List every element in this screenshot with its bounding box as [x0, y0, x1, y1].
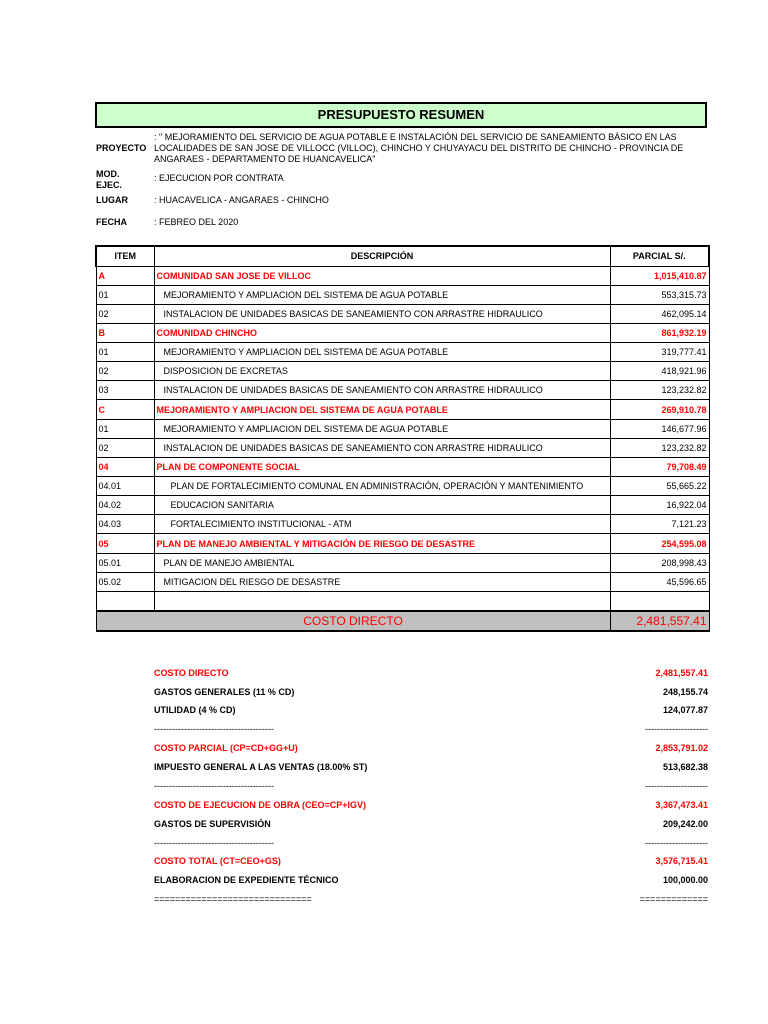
mod-value: : EJECUCION POR CONTRATA [154, 173, 284, 183]
row-item: 01 [96, 419, 154, 438]
separator-left: ---------------------------------------- [154, 781, 274, 791]
row-description: DISPOSICION DE EXCRETAS [154, 362, 610, 381]
row-description: EDUCACION SANITARIA [154, 496, 610, 515]
row-amount: 861,932.19 [610, 323, 709, 342]
summary-label: COSTO PARCIAL (CP=CD+GG+U) [154, 743, 298, 753]
summary-label: COSTO TOTAL (CT=CEO+GS) [154, 856, 281, 866]
row-description: COMUNIDAD CHINCHO [154, 323, 610, 342]
header-parcial: PARCIAL S/. [610, 246, 709, 266]
row-description: PLAN DE FORTALECIMIENTO COMUNAL EN ADMINISTRACIÓN, OPERACIÓN Y MANTENIMIENTO [154, 477, 610, 496]
row-description: MITIGACION DEL RIESGO DE DESASTRE [154, 572, 610, 591]
summary-value: 248,155.74 [662, 687, 708, 697]
row-item: 02 [96, 304, 154, 323]
row-description: COMUNIDAD SAN JOSE DE VILLOC [154, 266, 610, 285]
row-amount: 1,015,410.87 [610, 266, 709, 285]
row-item: 04.03 [96, 515, 154, 534]
summary-value: 3,576,715.41 [655, 856, 708, 866]
row-amount: 319,777.41 [610, 343, 709, 362]
row-description: INSTALACION DE UNIDADES BASICAS DE SANEAMIENTO CON ARRASTRE HIDRAULICO [154, 381, 610, 400]
empty-cell [610, 591, 709, 610]
summary-label: IMPUESTO GENERAL A LAS VENTAS (18.00% ST) [154, 762, 368, 772]
summary-expediente [154, 875, 708, 887]
table-row [96, 419, 709, 438]
separator-right: --------------------- [645, 781, 708, 791]
row-item: 05.01 [96, 553, 154, 572]
row-description: INSTALACION DE UNIDADES BASICAS DE SANEAMIENTO CON ARRASTRE HIDRAULICO [154, 304, 610, 323]
row-item: 01 [96, 343, 154, 362]
total-row [96, 611, 709, 631]
summary-label: UTILIDAD (4 % CD) [154, 705, 236, 715]
summary-value: 2,481,557.41 [655, 668, 708, 678]
summary-gastos-generales [154, 687, 708, 699]
row-amount: 418,921.96 [610, 362, 709, 381]
row-description: PLAN DE COMPONENTE SOCIAL [154, 457, 610, 476]
summary-supervision [154, 819, 708, 831]
table-row [96, 266, 709, 285]
table-row [96, 553, 709, 572]
table-row [96, 534, 709, 553]
row-amount: 254,595.08 [610, 534, 709, 553]
proyecto-value: : " MEJORAMIENTO DEL SERVICIO DE AGUA POTABLE E INSTALACIÓN DEL SERVICIO DE SANEAMIENTO BÁSICO EN LAS LOCALIDADES DE SAN JOSE DE VILLOCC (VILLOC), CHINCHO Y CHUYAYACU DEL DISTRITO DE CHINCHO - PROVINCIA DE ANGARAES - DEPARTAMENTO DE HUANCAVELICA" [154, 132, 684, 164]
mod-label-1: MOD. [96, 169, 120, 179]
row-description: MEJORAMIENTO Y AMPLIACION DEL SISTEMA DE AGUA POTABLE [154, 419, 610, 438]
lugar-label: LUGAR [96, 195, 128, 205]
row-description: INSTALACION DE UNIDADES BASICAS DE SANEAMIENTO CON ARRASTRE HIDRAULICO [154, 438, 610, 457]
total-label: COSTO DIRECTO [96, 611, 610, 631]
row-amount: 7,121.23 [610, 515, 709, 534]
table-row [96, 477, 709, 496]
mod-label-2: EJEC. [96, 180, 123, 190]
row-description: MEJORAMIENTO Y AMPLIACION DEL SISTEMA DE AGUA POTABLE [154, 400, 610, 419]
row-amount: 462,095.14 [610, 304, 709, 323]
row-item: 05 [96, 534, 154, 553]
summary-separator [154, 781, 708, 793]
row-amount: 269,910.78 [610, 400, 709, 419]
summary-value: 100,000.00 [662, 875, 708, 885]
summary-label: COSTO DE EJECUCION DE OBRA (CEO=CP+IGV) [154, 800, 367, 810]
row-item: 04 [96, 457, 154, 476]
total-value: 2,481,557.41 [610, 611, 709, 631]
summary-costo-parcial [154, 743, 708, 755]
table-row [96, 572, 709, 591]
summary-label: COSTO DIRECTO [154, 668, 229, 678]
table-row [96, 400, 709, 419]
header-item: ITEM [96, 246, 154, 266]
row-amount: 16,922.04 [610, 496, 709, 515]
project-info [96, 131, 716, 241]
table-row-empty [96, 591, 709, 610]
row-amount: 123,232.82 [610, 381, 709, 400]
row-item: B [96, 323, 154, 342]
cost-summary [154, 668, 708, 908]
summary-utilidad [154, 705, 708, 717]
header-descripcion: DESCRIPCIÓN [154, 246, 610, 266]
table-row [96, 304, 709, 323]
empty-cell [96, 591, 154, 610]
row-amount: 146,677.96 [610, 419, 709, 438]
proyecto-label: PROYECTO [96, 143, 147, 153]
row-item: 04.02 [96, 496, 154, 515]
fecha-label: FECHA [96, 217, 127, 227]
summary-ceo [154, 800, 708, 812]
separator-left: ---------------------------------------- [154, 724, 274, 734]
summary-label: GASTOS DE SUPERVISIÓN [154, 819, 271, 829]
summary-value: 3,367,473.41 [655, 800, 708, 810]
table-row [96, 457, 709, 476]
row-amount: 79,708.49 [610, 457, 709, 476]
table-row [96, 381, 709, 400]
row-item: 01 [96, 285, 154, 304]
summary-label: GASTOS GENERALES (11 % CD) [154, 687, 295, 697]
separator-right: --------------------- [645, 838, 708, 848]
separator-right: --------------------- [645, 724, 708, 734]
row-item: 04.01 [96, 477, 154, 496]
table-header-row [96, 246, 709, 266]
row-description: MEJORAMIENTO Y AMPLIACION DEL SISTEMA DE AGUA POTABLE [154, 285, 610, 304]
summary-value: 209,242.00 [662, 819, 708, 829]
summary-label: ELABORACION DE EXPEDIENTE TÉCNICO [154, 875, 339, 885]
summary-value: 124,077.87 [662, 705, 708, 715]
summary-costo-directo [154, 668, 708, 680]
row-amount: 55,665.22 [610, 477, 709, 496]
row-description: PLAN DE MANEJO AMBIENTAL Y MITIGACIÓN DE RIESGO DE DESASTRE [154, 534, 610, 553]
fecha-value: : FEBREO DEL 2020 [154, 217, 239, 227]
row-description: MEJORAMIENTO Y AMPLIACION DEL SISTEMA DE AGUA POTABLE [154, 343, 610, 362]
row-item: 02 [96, 438, 154, 457]
double-line-left: ============================== [154, 894, 312, 904]
page-title: PRESUPUESTO RESUMEN [95, 102, 707, 128]
summary-value: 513,682.38 [662, 762, 708, 772]
row-amount: 45,596.65 [610, 572, 709, 591]
table-row [96, 515, 709, 534]
row-amount: 208,998.43 [610, 553, 709, 572]
summary-separator [154, 724, 708, 736]
summary-costo-total [154, 856, 708, 868]
table-row [96, 323, 709, 342]
lugar-value: : HUACAVELICA - ANGARAES - CHINCHO [154, 195, 329, 205]
table-row [96, 496, 709, 515]
row-item: C [96, 400, 154, 419]
summary-igv [154, 762, 708, 774]
row-amount: 123,232.82 [610, 438, 709, 457]
table-row [96, 362, 709, 381]
row-item: 03 [96, 381, 154, 400]
row-amount: 553,315.73 [610, 285, 709, 304]
summary-separator [154, 838, 708, 850]
table-row [96, 285, 709, 304]
row-description: PLAN DE MANEJO AMBIENTAL [154, 553, 610, 572]
row-item: 05.02 [96, 572, 154, 591]
row-description: FORTALECIMIENTO INSTITUCIONAL - ATM [154, 515, 610, 534]
budget-table [95, 245, 710, 632]
double-line-right: ============= [639, 894, 708, 904]
row-item: A [96, 266, 154, 285]
table-row [96, 343, 709, 362]
summary-value: 2,853,791.02 [655, 743, 708, 753]
summary-double-line [154, 894, 708, 906]
empty-cell [154, 591, 610, 610]
separator-left: ---------------------------------------- [154, 838, 274, 848]
table-row [96, 438, 709, 457]
row-item: 02 [96, 362, 154, 381]
